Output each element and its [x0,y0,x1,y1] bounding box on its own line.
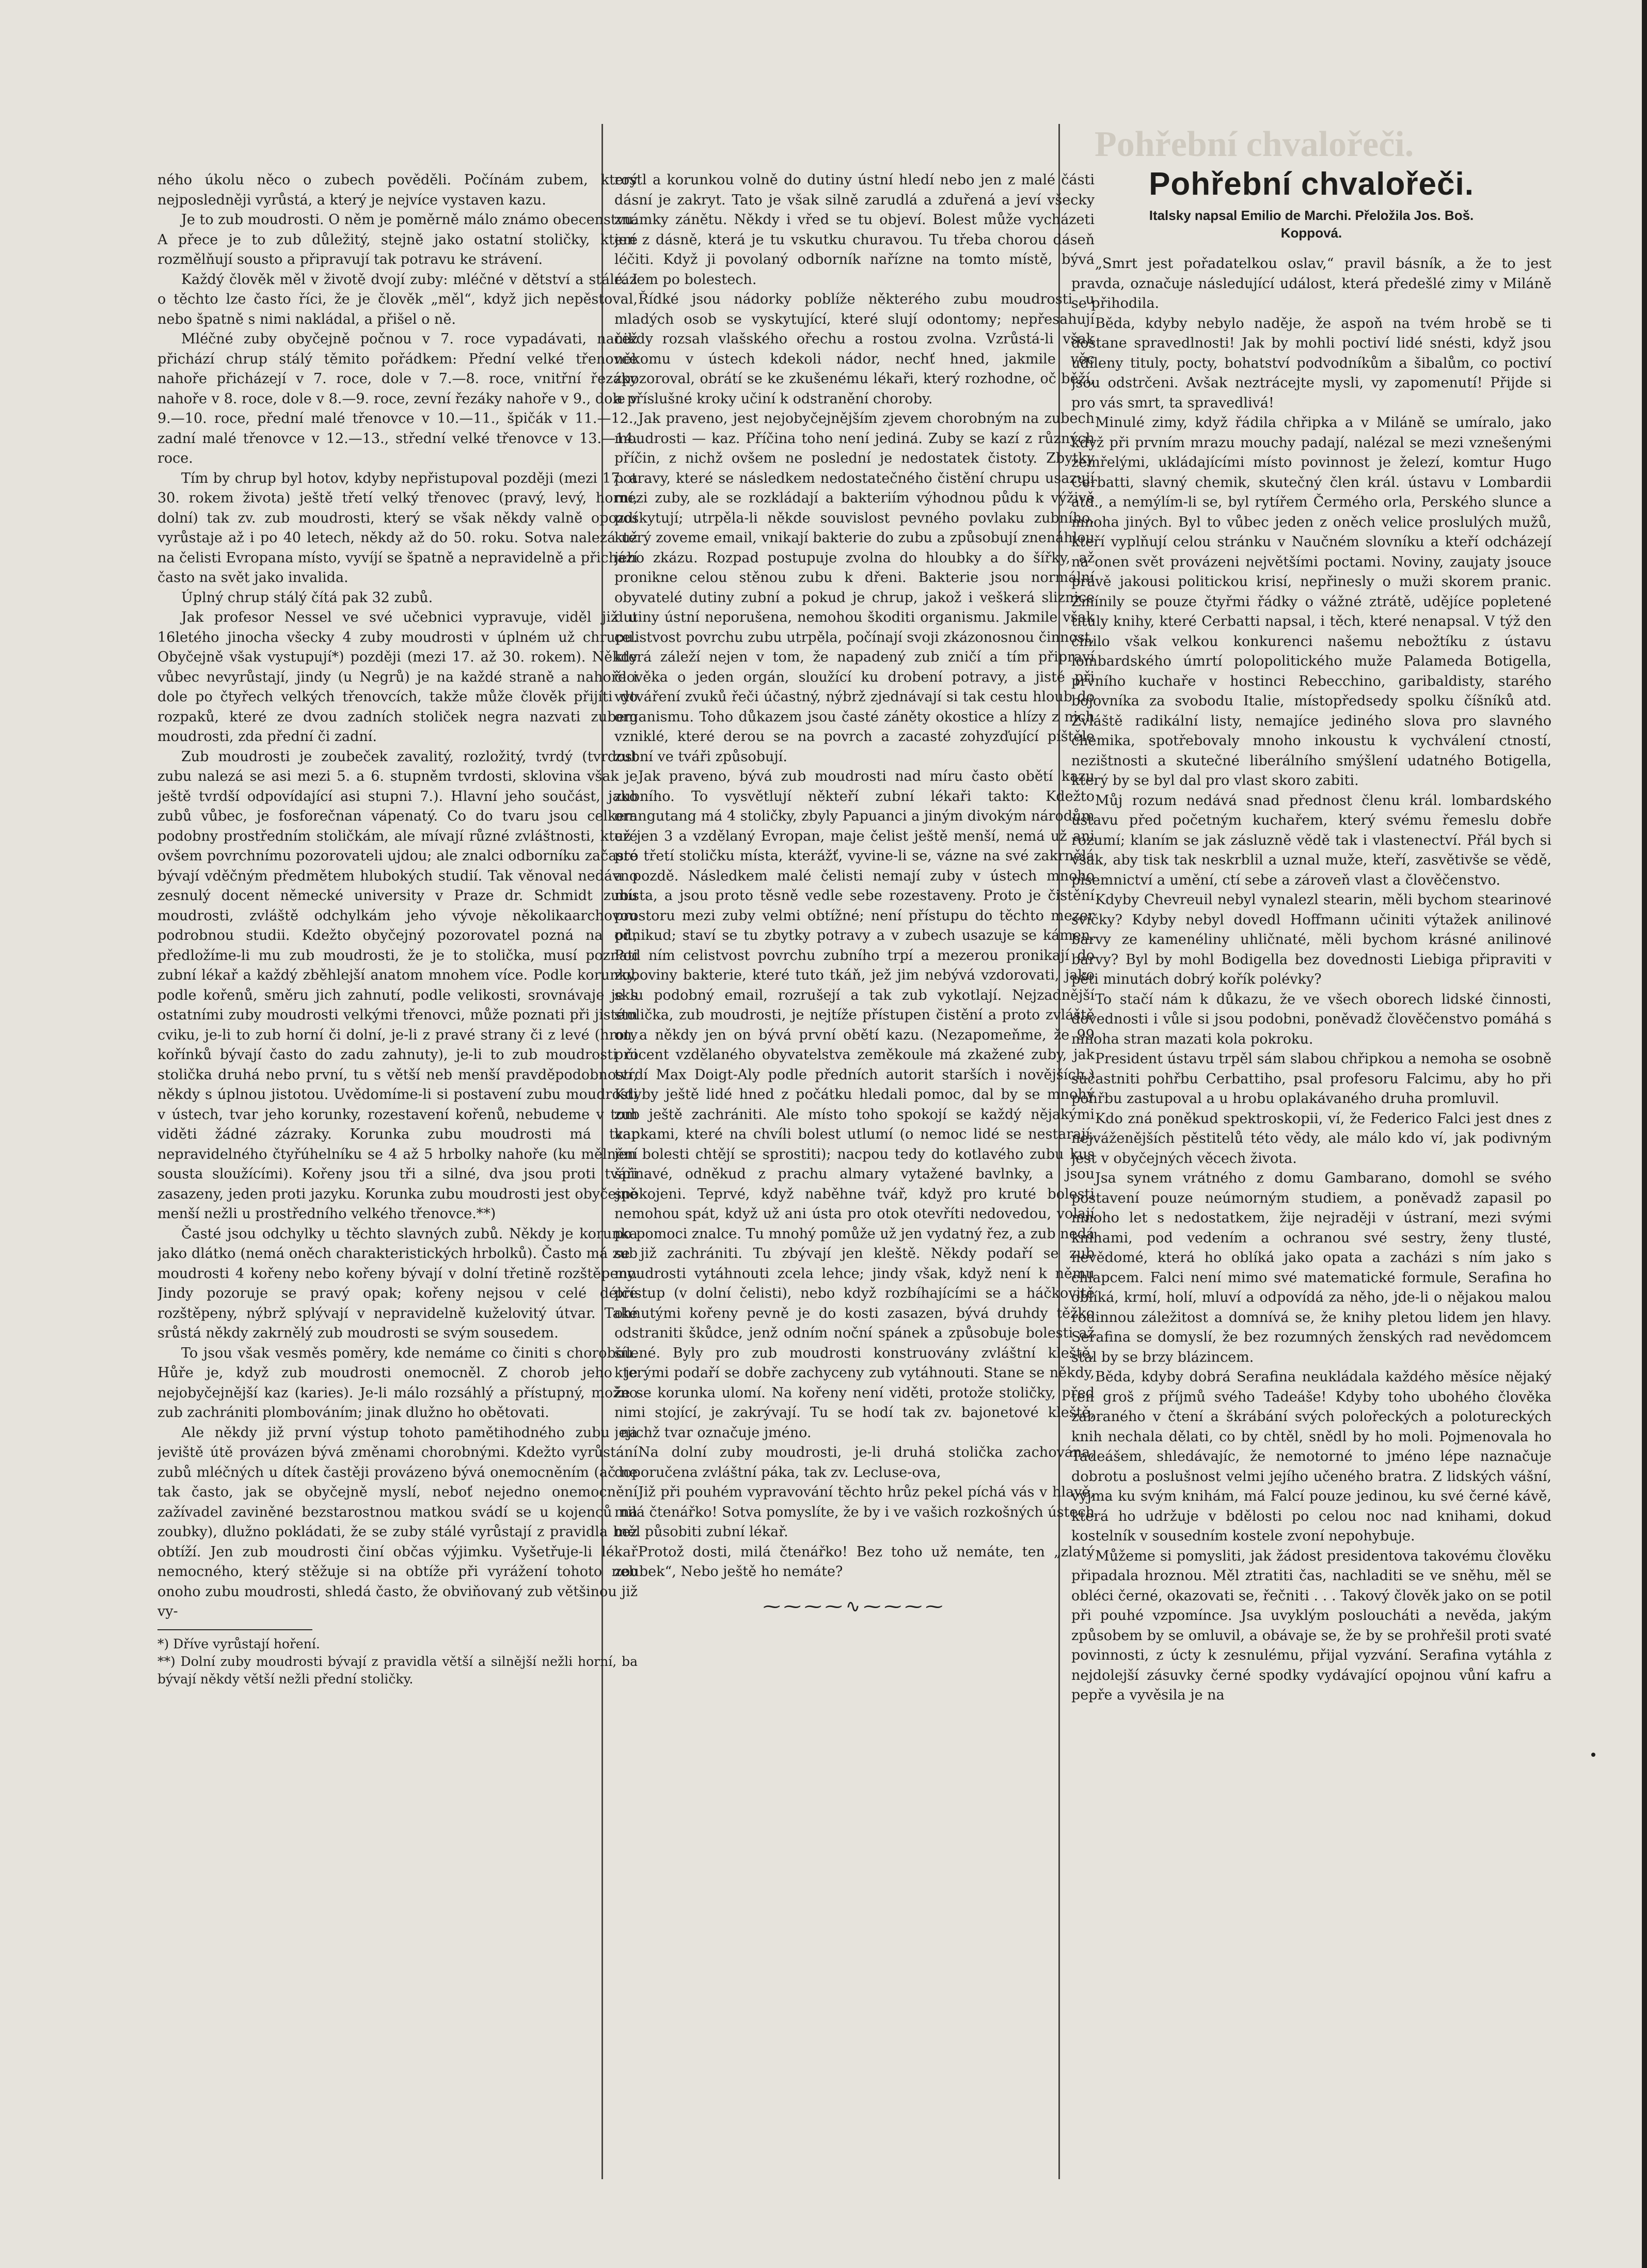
paragraph: Kdo zná poněkud spektroskopii, ví, že Federico Falci jest dnes z nejváženějších pěstitelů této vědy, ale málo kdo ví, jak podivným jest v obyčejných věcech života. [1071,1110,1551,1167]
scan-edge-shadow [1642,0,1647,2268]
paragraph: Jak profesor Nessel ve své učebnici vypravuje, viděl již u 16letého jinocha všecky 4 zuby moudrosti v úplném už chrupu. Obyčejně však vystupují*) později (mezi 17. až 30. rokem). Někdy vůbec nevyrůstají, jindy (u Negrů) je na každé straně a nahoře i dole po čtyřech velkých třenovcích, takže může člověk přijíti do rozpaků, které ze dvou zadních stoliček negra nazvati zubem moudrosti, zda přední či zadní. [157,609,638,745]
paragraph: Řídké jsou nádorky poblíže některého zubu moudrosti u mladých osob se vyskytující, které slují odontomy; nepřesahují nikdy rozsah vlašského ořechu a rostou zvolna. Vzrůstá-li však někomu v ústech kdekoli nádor, nechť hned, jakmile věc zpozoroval, obrátí se ke zkušenému lékaři, který rozhodne, oč běží, a příslušné kroky učiní k odstranění choroby. [614,291,1095,407]
ornament-divider: ⁓⁓⁓⁓∿⁓⁓⁓⁓ [763,1596,946,1617]
byline-line: Italsky napsal Emilio de Marchi. Přeložila Jos. Boš. [1149,208,1474,223]
ink-speck [1591,1753,1595,1757]
paragraph: Jak praveno, jest nejobyčejnějším zjevem chorobným na zubech moudrosti — kaz. Příčina toho není jediná. Zuby se kazí z různých příčin, z nichž ovšem ne poslední je nedostatek čistoty. Zbytky potravy, které se následkem nedostatečného čistění chrupu usazují mezi zuby, ale se rozkládají a bakteriím výhodnou půdu k výživě poskytují; utrpěla-li někde souvislost pevného povlaku zubního, který zoveme email, vnikají bakterie do zubu a způsobují znenáhlou jeho zkázu. Rozpad postupuje zvolna do hloubky a do šířky, až pronikne celou stěnou zubu k dřeni. Bakterie jsou normální obyvatelé dutiny zubní a pokud je chrup, jakož i veškerá sliznice dutiny ústní neporušena, nemohou škoditi organismu. Jakmile však celistvost povrchu zubu utrpěla, počínají svoji zkázonosnou činnost, která záleží nejen v tom, že napadený zub zničí a tím připraví člověka o jeden orgán, sloužící ku drobení potravy, a jisté při vytváření zvuků řeči účastný, nýbrž zjednávají si tak cestu hloub do organismu. Toho důkazem jsou časté záněty okostice a hlízy z nich vzniklé, které derou se na povrch a zacasté zohyzďující píštěle zubní ve tváři způsobují. [614,411,1095,765]
paragraph: Běda, kdyby nebylo naděje, že aspoň na tvém hrobě se ti dostane spravedlnosti! Jak by mohli poctiví lidé snésti, když jsou udíleny tituly, pocty, bohatství podvodníkům a šibalům, co poctiví jsou odstrčeni. Avšak neztrácejte mysli, vy zapomenutí! Přijde si pro vás smrt, ta spravedlivá! [1071,315,1551,411]
paragraph: Jsa synem vrátného z domu Gambarano, domohl se svého postavení pouze neúmorným studiem, a poněvadž zapasil po mnoho let s nedostatkem, žije nejraději v ústraní, mezi svými knihami, pod vedením a ochranou své sestry, ženy tlusté, nevědomé, která ho oblíká jako opata a zacházi s ním jako s chlapcem. Falci není mimo své matematické formule, Serafina ho oblíká, krmí, holí, mluví a odpovídá za něho, jde-li o nějakou malou rodinnou záležitost a domnívá se, že knihy pletou lidem jen hlavy. Serafina se domyslí, že bez rozumných ženských rad nevědomcem stal by se brzy blázincem. [1071,1170,1551,1365]
paragraph: „Smrt jest pořadatelkou oslav,“ pravil básník, a že to jest pravda, označuje následující událost, která předešlé zimy v Miláně se přihodila. [1071,256,1551,311]
footnote: *) Dříve vyrůstají hoření. [157,1636,320,1651]
paragraph: To stačí nám k důkazu, že ve všech oborech lidské činnosti, dovednosti i vůle si jsou podobni, poněvadž člověčenstvo pomáhá s mnoha stran mazati kola pokroku. [1071,991,1551,1047]
paragraph: ného úkolu něco o zubech pověděli. Počínám zubem, který nejposledněji vyrůstá, a který je nejvíce vystaven kazu. [157,172,638,208]
paragraph: Běda, kdyby dobrá Serafina neukládala každého měsíce nějaký ten groš z příjmů svého Tadeáše! Kdyby toho ubohého člověka zabraného v čtení a škrábání svých polořeckých a polotureckých knih nechala dělati, co by chtěl, snědl by ho moli. Pojmenovala ho Tadeášem, shledávajíc, že nemotorné to jméno lépe naznačuje dobrotu a poslušnost velmi jejího učeného bratra. Z lidských vášní, vyjma ku svým knihám, má Falcí pouze jedinou, ku své černé kávě, která ho udržuje v bdělosti po celou noc nad knihami, dokud kostelník v sousedním kostele zvoní nepohybuje. [1071,1369,1551,1544]
column-2 [614,170,1095,2231]
paragraph: Tím by chrup byl hotov, kdyby nepřistupoval později (mezi 17. a 30. rokem života) ještě třetí velký třenovec (pravý, levý, horní, dolní) tak zv. zub moudrosti, který se však někdy valně opozdí vyrůstaje až i po 40 letech, někdy až do 50. roku. Sotva nalezá už na čelisti Evropana místo, vyvíjí se špatně a nepravidelně a přichází často na svět jako invalida. [157,470,638,586]
paragraph: Úplný chrup stálý čítá pak 32 zubů. [181,589,433,606]
paragraph: Již při pouhém vypravování těchto hrůz pekel píchá vás v hlavě, milá čtenářko! Sotva pomyslíte, že by i ve vašich rozkošných ústech měl působiti zubní lékař. [614,1484,1095,1540]
paragraph: To jsou však vesměs poměry, kde nemáme co činiti s chorobou. Hůře je, když zub moudrosti onemocněl. Z chorob jeho je nejobyčejnější kaz (karies). Je-li málo rozsáhlý a přístupný, možno zub zachrániti plombováním; jinak dlužno ho obětovati. [157,1345,638,1421]
footnotes [157,1629,638,1688]
paragraph: Můj rozum nedává snad přednost členu král. lombardského ústavu před početným kuchařem, který svému řemeslu dobře rozumí; klaním se jak zásluzně vědě tak i vlastenectví. Přál bych si však, aby tisk tak neskrblil a uznal muže, kteří, zasvětivše se vědě, písemnictví a umění, ctí sebe a zároveň vlast a člověčenstvo. [1071,792,1551,888]
paragraph: Ale někdy již první výstup tohoto pamětihodného zubu na jeviště útě provázen bývá změnami chorobnými. Kdežto vyrůstání zubů mléčných u dítek častěji provázeno bývá onemocněním (ač ne tak často, jak se obyčejně myslí, neboť nejedno onemocnění zažívadel zaviněné bezstarostnou matkou svádí se u kojenců na zoubky), dlužno pokládati, že se zuby stálé vyrůstají z pravidla bez obtíží. Jen zub moudrosti činí občas výjimku. Vyšetřuje-li lékař nemocného, který stěžuje si na obtíže při vyrážení tohoto neb onoho zubu moudrosti, shledá často, že obviňovaný zub většinou již vy- [157,1424,638,1619]
footnote: **) Dolní zuby moudrosti bývají z pravidla větší a silnější nežli horní, ba bývají někdy větší nežli přední stoličky. [157,1653,638,1687]
paragraph: Jak praveno, bývá zub moudrosti nad míru často obětí kazu zubního. To vysvětlují někteří zubní lékaři takto: Kdežto orangutang má 4 stoličky, zbyly Papuanci a jiným divokým národům už jen 3 a vzdělaný Evropan, maje čelist ještě menší, nemá už ani pro třetí stoličku místa, kterážť, vyvine-li se, vázne na své zakrnělá a pozdě. Následkem malé čelisti nemají zuby v ústech mnoho místa, a jsou proto těsně vedle sebe rozestaveny. Proto je čistění prostoru mezi zuby velmi obtížné; není přístupu do těchto mezer odnikud; staví se tu zbytky potravy a v zubech usazuje se kámen. Pod ním celistvost povrchu zubního trpí a mezerou pronikají do zuboviny bakterie, které tuto tkáň, jež jim nebývá vzdorovati, jako sklu podobný email, rozrušejí a tak zub vykotlají. Nejzadnější stolička, zub moudrosti, je nejtíže přístupen čistění a proto zvláště on a někdy jen on bývá první obětí kazu. (Nezapomeňme, že 99 procent vzdělaného obyvatelstva zeměkoule má zkažené zuby, jak tvrdí Max Doigt-Aly podle předních autorit starších i novějších.) Kdyby ještě lidé hned z počátku hledali pomoc, dal by se mnohý zub ještě zachrániti. Ale místo toho spokojí se každý nějakými kapkami, které na chvíli bolest utlumí (o nemoc lidé se nestarají, jen bolesti chtějí se sprostiti); nacpou tedy do kotlavého zubu kus špinavé, odněkud z prachu almary vytažené bavlnky, a jsou spokojeni. Teprvé, když naběhne tvář, když pro kruté bolesti nemohou spát, když už ani ústa pro otok otevříti nedovedou, volají po pomoci znalce. Tu mnohý pomůže už jen vydatný řez, a zub nedá se již zachrániti. Tu zbývají jen kleště. Někdy podaří se zub moudrosti vytáhnouti zcela lehce; jindy však, když není k němu přístup (v dolní čelisti), nebo když rozbíhajícími se a háčkovitě ohnutými kořeny pevně je do kosti zasazen, bývá druhdy těžko odstraniti škůdce, jenž odním noční spánek a způsobuje bolesti až šílené. Byly pro zub moudrosti konstruovány zvláštní kleště, kterými podaří se dobře zachyceny zub vytáhnouti. Stane se někdy, že se korunka ulomí. Na kořeny není viděti, protože stoličky, před nimi stojící, je zakrývají. Tu se hodí tak zv. bajonetové kleště, jejichž tvar označuje jméno. [614,768,1095,1441]
paragraph: Zub moudrosti je zoubeček zavalitý, rozložitý, tvrdý (tvrdost zubu nalezá se asi mezi 5. a 6. stupněm tvrdosti, sklovina však je ještě tvrdší odpovídající asi stupni 7.). Hlavní jeho součást, jako zubů vůbec, je fosforečnan vápenatý. Co do tvaru jsou celkem podobny prostředním stoličkám, ale mívají různé zvláštnosti, které ovšem povrchnímu pozorovateli ujdou; ale znalci odborníku začasté bývají vděčným předmětem hlubokých studií. Tak věnoval nedávno zesnulý docent německé university v Praze dr. Schmidt zubu moudrosti, zvláště odchylkám jeho vývoje několikaarchovou podrobnou studii. Kdežto obyčejný pozorovatel pozná na př., předložíme-li mu zub moudrosti, že je to stolička, musí poznati zubní lékař a každý zběhlejší anatom mnohem více. Podle korunky, podle kořenů, směru jich zahnutí, podle velikosti, srovnávaje je s ostatními zuby moudrosti velkými třenovci, může poznati při jistém cviku, je-li to zub horní či dolní, je-li z pravé strany či z levé (hroty kořínků bývají často do zadu zahnuty), je-li to zub moudrosti či stolička druhá nebo první, tu s větší neb menší pravděpodobností, někdy s úplnou jistotou. Uvědomíme-li si postavení zubu moudrosti v ústech, tvar jeho korunky, rozestavení kořenů, nebudeme v tom viděti žádné zázraky. Korunka zubu moudrosti má tvar nepravidelného čtyřúhelníku se 4 až 5 hrbolky nahoře (ku mělnění sousta sloužícími). Kořeny jsou tři a silné, dva jsou proti tváři zasazeny, jeden proti jazyku. Korunka zubu moudrosti jest obyčejně menší nežli u prostředního velkého třenovce.**) [157,748,638,1222]
paragraph: Na dolní zuby moudrosti, je-li druhá stolička zachována, doporučena zvláštní páka, tak zv. Lecluse-ova, [614,1444,1095,1480]
column-3 [1071,165,1551,2226]
paragraph: Časté jsou odchylky u těchto slavných zubů. Někdy je korunka jako dlátko (nemá oněch charakteristických hrbolků). Často má zub moudrosti 4 kořeny nebo kořeny bývají v dolní třetině rozštěpeny. Jindy pozoruje se pravý opak; kořeny nejsou v celé délce rozštěpeny, nýbrž splývají v nepravidelně kuželovitý útvar. Také srůstá někdy zakrnělý zub moudrosti se svým sousedem. [157,1225,638,1341]
paragraph: Je to zub moudrosti. O něm je poměrně málo známo obecenstvu. A přece je to zub důležitý, stejně jako ostatní stoličky, které rozmělňují sousto a připravují tak potravu ke strávení. [157,212,638,267]
paragraph: Protož dosti, milá čtenářko! Bez toho už nemáte, ten „zlatý zoubek“, Nebo ještě ho nemáte? [614,1544,1095,1580]
byline-line: Koppová. [1280,225,1342,241]
article-headline: Pohřební chvalořeči. [1149,166,1474,202]
paragraph: Minulé zimy, když řádila chřipka a v Miláně se umíralo, jako když při prvním mrazu mouchy padají, nalézal se mezi vznešenými zemřelými, ukládajícími místo povinnost je železí, komtur Hugo Cerbatti, slavný chemik, skutečný člen král. ústavu v Lombardii atd., a nemýlím-li se, byl rytířem Čermého orla, Perského slunce a mnoha jiných. Byl to vůbec jeden z oněch velice proslulých mužů, kteří vyplňují celou stránku v Naučném slovníku a kteří odcházejí na onen svět provázeni největšími poctami. Noviny, zaujaty jsouce právě jakousi politickou krisí, nepřinesly o muži skorem pranic. Zmínily se pouze čtyřmi řádky o vážné ztrátě, udějíce popletené tituly knihy, které Cerbatti napsal, i těch, které nenapsal. V týž den čínilo však velkou konkurenci našemu nebožtíku z ústavu lombardského úmrtí polopolitického muže Palameda Botigella, prvního kuchaře v hostinci Rebecchino, garibaldisty, starého bojovníka za svobodu Italie, místopředsedy spolku číšníků atd. Zvláště radikální listy, nemajíce jediného slova pro slavného chemika, spotřebovaly mnoho inkoustu k vychválení ctností, nezištnosti a skutečné liberálního smýšlení udatného Botigella, který by se byl dal pro vlast skoro zabiti. [1071,415,1551,789]
paragraph: Každý člověk měl v životě dvojí zuby: mléčné v dětství a stálé. I o těchto lze často říci, že je člověk „měl“, když jich nepěstoval, nebo špatně s nimi nakládal, a přišel o ně. [157,271,638,327]
paragraph: Kdyby Chevreuil nebyl vynalezl stearin, měli bychom stearinové svíčky? Kdyby nebyl dovedl Hoffmann učiniti výtažek anilinové barvy ze kamenéliny uhličnaté, měli bychom krásné anilinové barvy? Byl by mohl Bodigella bez dovednosti Liebiga připraviti v pěti minutách dobrý kořík polévky? [1071,892,1551,987]
column-1 [157,170,638,2231]
article-byline [1071,207,1551,242]
bleed-through-heading: Pohřební chvalořeči. [1095,124,1414,164]
paragraph: Můžeme si pomysliti, jak žádost presidentova takovému člověku připadala hroznou. Měl ztratiti čas, nachladiti se ve sněhu, měl se obléci černé, okazovati se, řečniti . . . Takový člověk jako on se potil při pouhé vzpomínce. Jsa uvyklým posloucháti a nevěda, jakým způsobem by se omluvil, a obávaje se, že by se prohřešil proti svaté povinnosti, z úcty k zesnulému, přijal vyzvání. Serafina vytáhla z nejdolejší zásuvky černé spodky vydávající opojnou vůní kafru a pepře a vyvěsila je na [1071,1548,1551,1703]
paragraph: President ústavu trpěl sám slabou chřipkou a nemoha se osobně súčastniti pohřbu Cerbattiho, psal profesoru Falcimu, aby ho při pohřbu zastupoval a u hrobu oplakávaného druha promluvil. [1071,1051,1551,1107]
paragraph: Mléčné zuby obyčejně počnou v 7. roce vypadávati, načež přichází chrup stálý těmito pořádkem: Přední velké třenovce nahoře přicházejí v 7. roce, dole v 7.—8. roce, vnitřní řezáky nahoře v 8. roce, dole v 8.—9. roce, zevní řezáky nahoře v 9., dole v 9.—10. roce, přední malé třenovce v 10.—11., špičák v 11.—12., zadní malé třenovce v 12.—13., střední velké třenovce v 13.—14. roce. [157,331,638,466]
paragraph: rostl a korunkou volně do dutiny ústní hledí nebo jen z malé části dásní je zakryt. Tato je však silně zarudlá a zduřená a jeví všecky známky zánětu. Někdy i vřed se tu objeví. Bolest může vycházeti jen z dásně, která je tu vskutku churavou. Tu třeba chorou dáseň léčiti. Když ji povolaný odborník nařízne na tomto místě, bývá rázem po bolestech. [614,172,1095,288]
